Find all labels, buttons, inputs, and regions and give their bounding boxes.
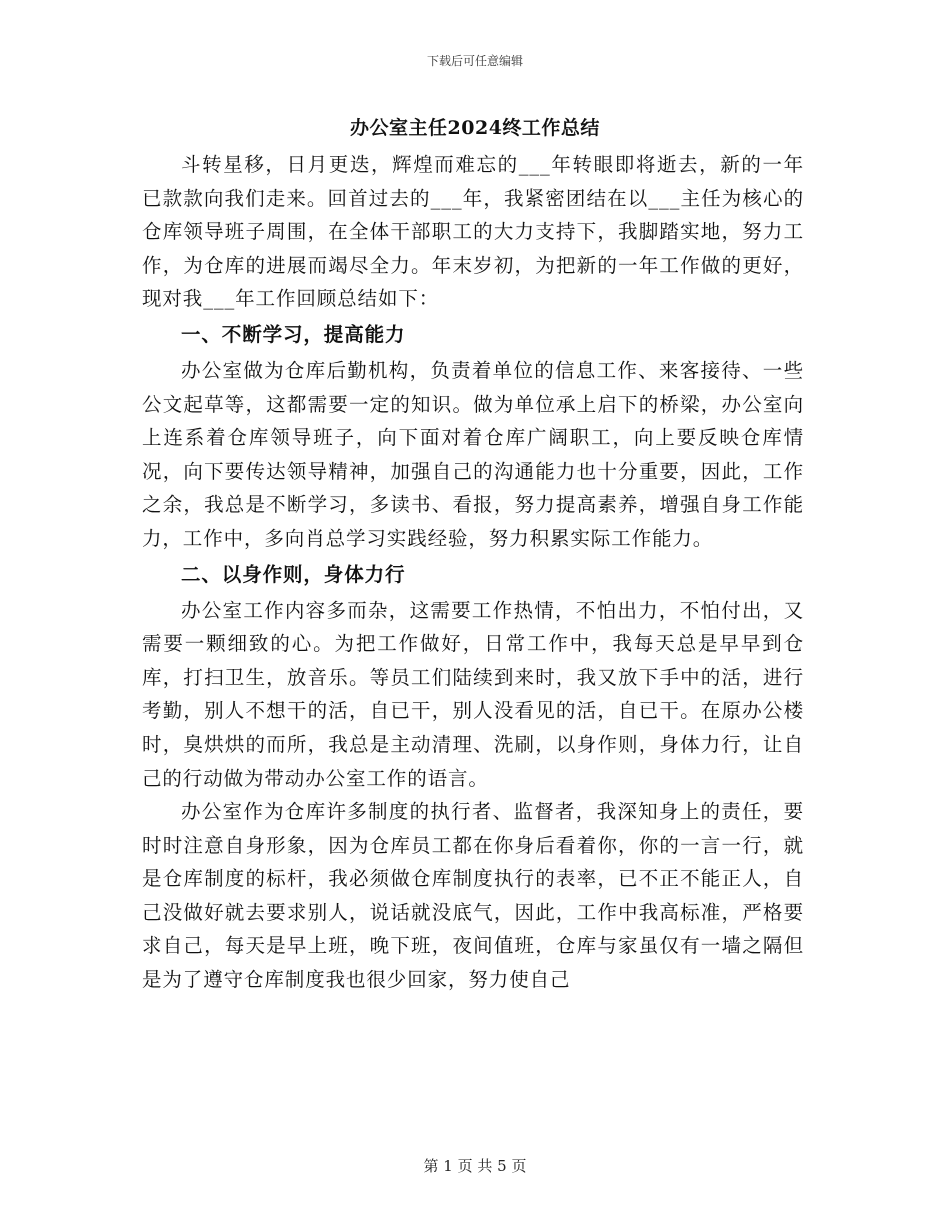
paragraph-section-1: 办公室做为仓库后勤机构，负责着单位的信息工作、来客接待、一些公文起草等，这都需要一定的知识。做为单位承上启下的桥梁，办公室向上连系着仓库领导班子，向下面对着仓库广阔职工，向上要反映仓库情况，向下要传达领导精神，加强自己的沟通能力也十分重要，因此，工作之余，我总是不断学习，多读书、看报，努力提高素养，增强自身工作能力，工作中，多向肖总学习实践经验，努力积累实际工作能力。	[142, 358, 804, 550]
document-title: 办公室主任2024终工作总结	[350, 117, 600, 139]
section-heading-2: 二、以身作则，身体力行	[181, 562, 406, 586]
document-body	[142, 148, 804, 997]
page-number-footer: 第 1 页 共 5 页	[423, 1157, 527, 1175]
paragraph-section-2b: 办公室作为仓库许多制度的执行者、监督者，我深知身上的责任，要时时注意自身形象，因为仓库员工都在你身后看着你，你的一言一行，就是仓库制度的标杆，我必须做仓库制度执行的表率，已不正不能正人，自己没做好就去要求别人，说话就没底气，因此，工作中我高标准，严格要求自己，每天是早上班，晚下班，夜间值班，仓库与家虽仅有一墙之隔但是为了遵守仓库制度我也很少回家，努力使自己	[142, 800, 804, 992]
page-header-note: 下载后可任意编辑	[426, 54, 523, 68]
paragraph-section-2a: 办公室工作内容多而杂，这需要工作热情，不怕出力，不怕付出，又需要一颗细致的心。为把工作做好，日常工作中，我每天总是早早到仓库，打扫卫生，放音乐。等员工们陆续到来时，我又放下手中的活，进行考勤，别人不想干的活，自已干，别人没看见的活，自已干。在原办公楼时，臭烘烘的而所，我总是主动清理、洗刷，以身作则，身体力行，让自己的行动做为带动办公室工作的语言。	[142, 598, 804, 790]
section-heading-1: 一、不断学习，提高能力	[181, 322, 406, 346]
paragraph-intro: 斗转星移，日月更迭，辉煌而难忘的___年转眼即将逝去，新的一年已款款向我们走来。回首过去的___年，我紧密团结在以___主任为核心的仓库领导班子周围，在全体干部职工的大力支持下，我脚踏实地，努力工作，为仓库的进展而竭尽全力。年末岁初，为把新的一年工作做的更好，现对我___年工作回顾总结如下：	[142, 153, 804, 311]
